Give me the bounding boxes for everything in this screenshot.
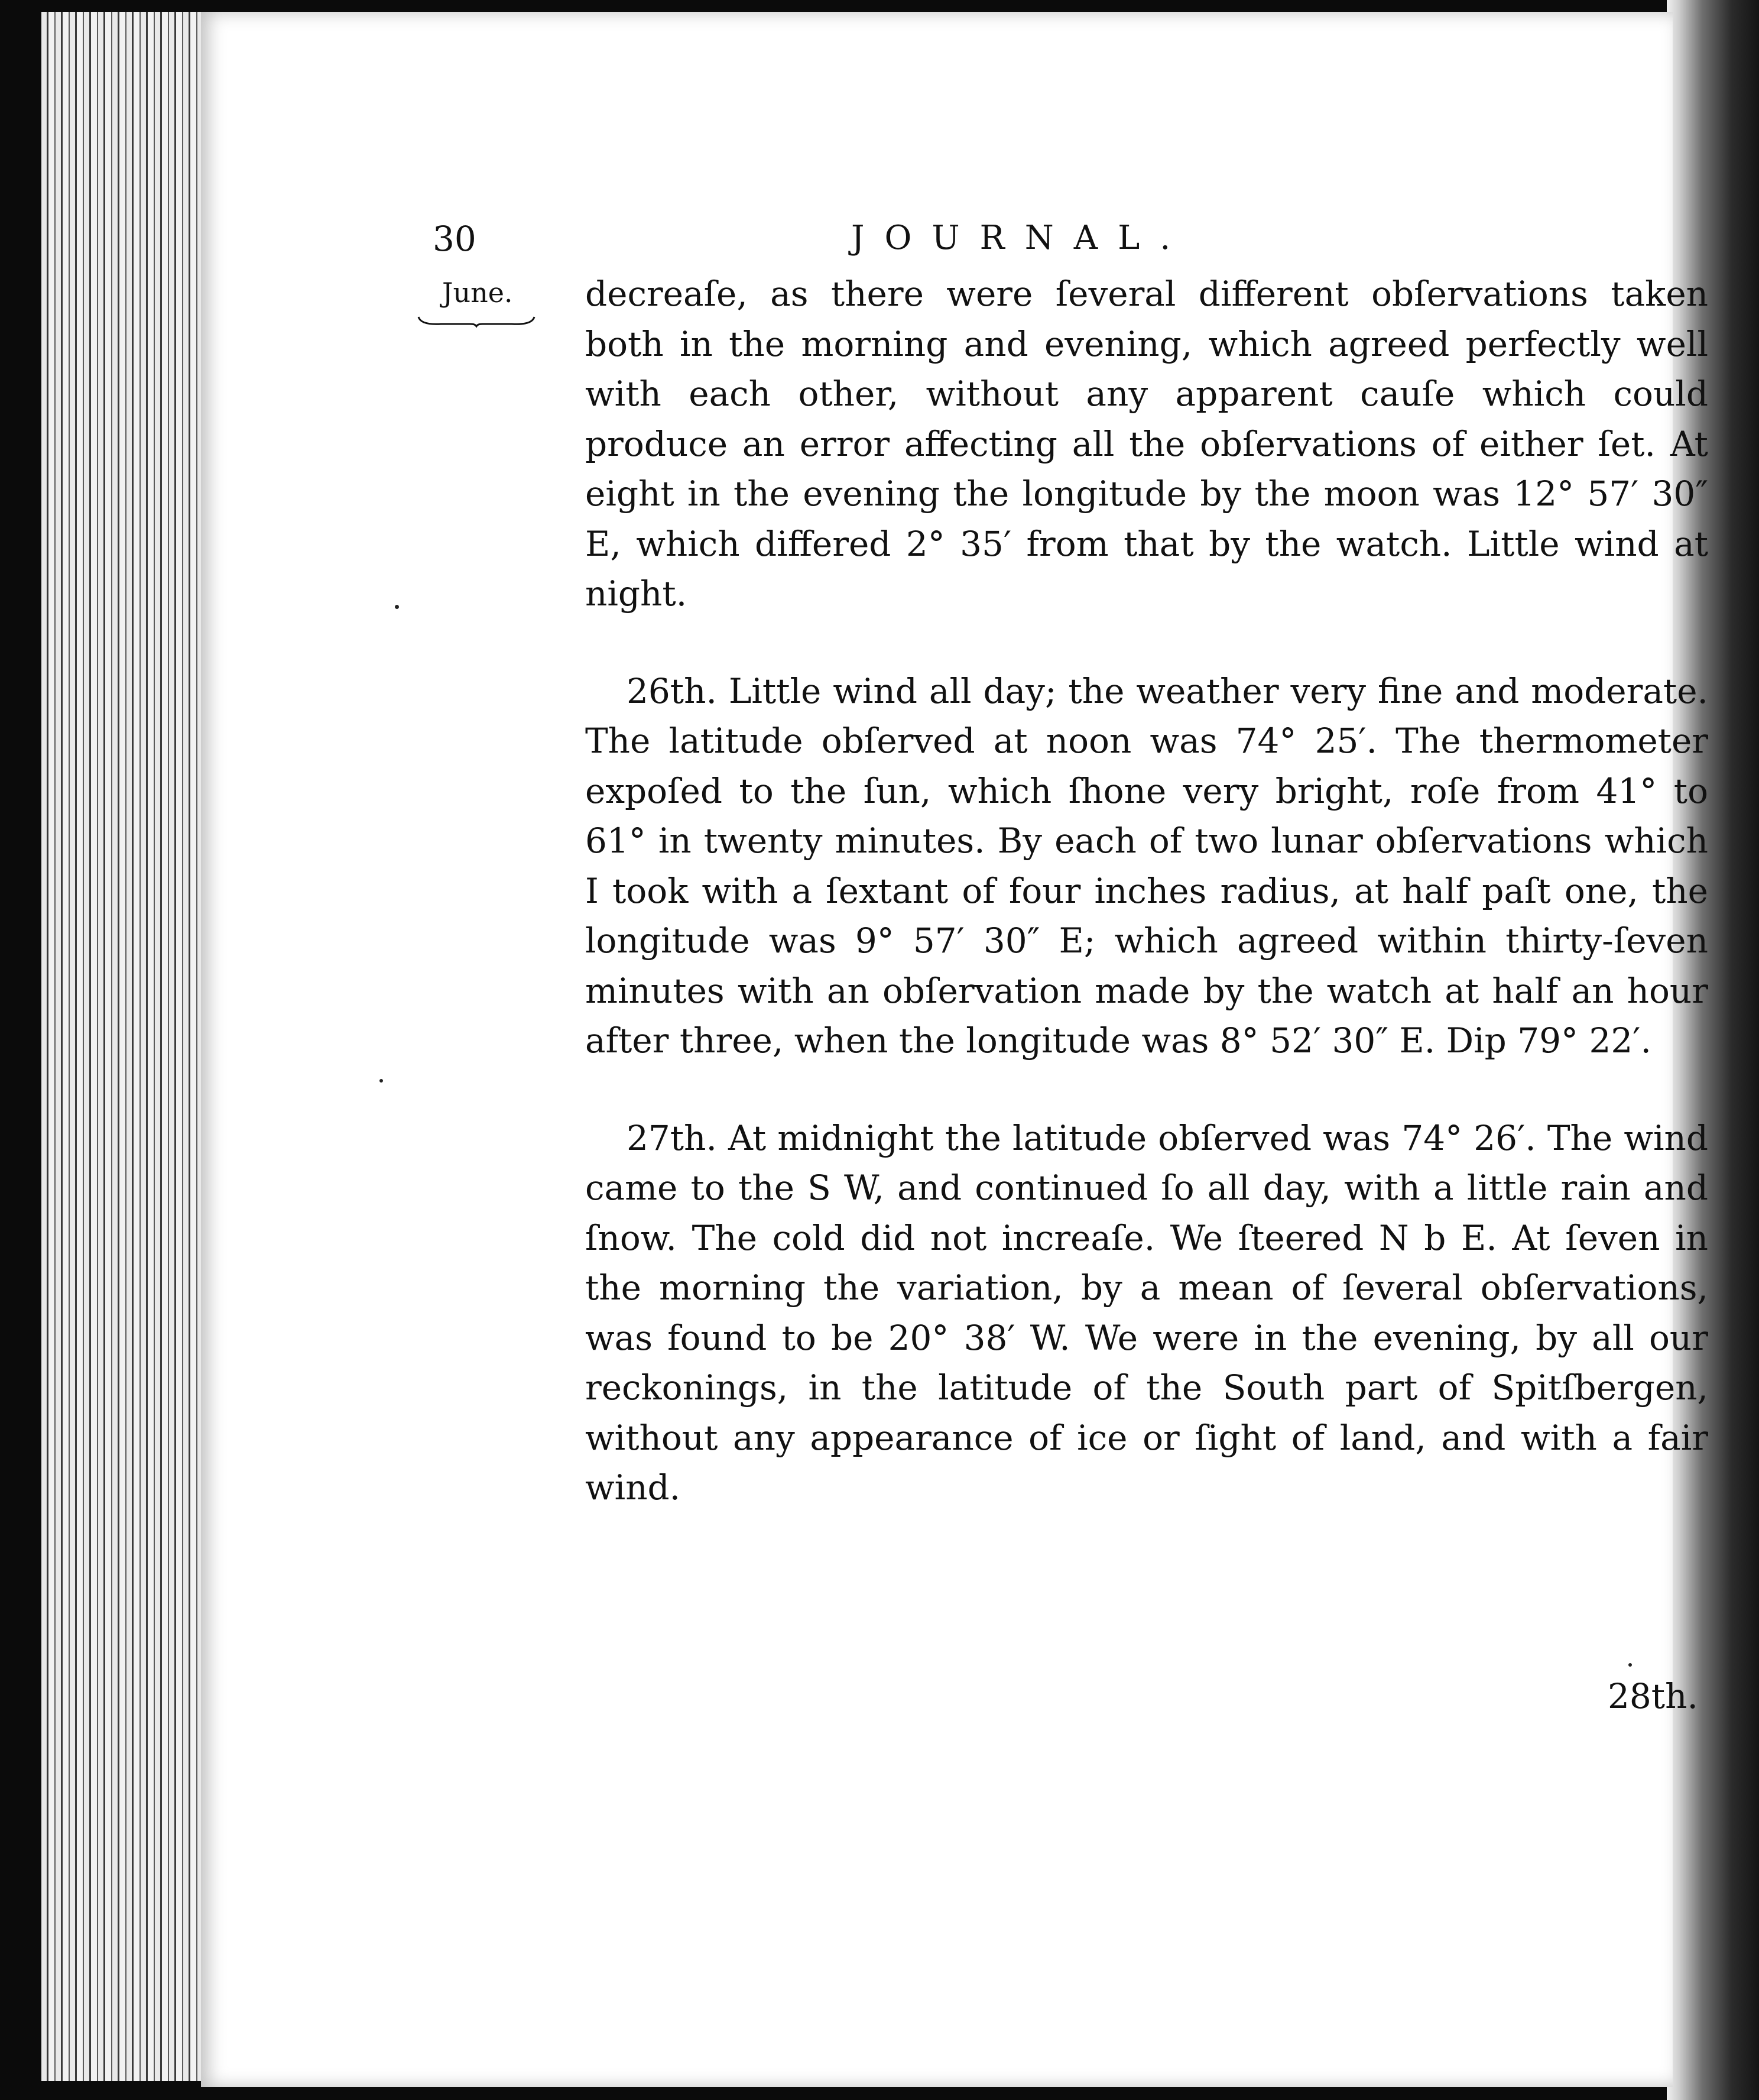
catchword: 28th. [1608,1676,1698,1716]
book-page [201,12,1708,2087]
margin-brace-mark [417,315,536,328]
paragraph-26th: 26th. Little wind all day; the weather very fine and moderate. The latitude obſerved at noon was 74° 25′. The thermometer expoſed to the ſun, which ſhone very bright, roſe from 41° to 61° in twenty minutes. By each of two lunar obſervations which I took with a ſextant of four inches radius, at half paſt one, the longitude was 9° 57′ 30″ E; which agreed within thirty-ſeven minutes with an obſervation made by the watch at half an hour after three, when the longitude was 8° 52′ 30″ E. Dip 79° 22′. [585,670,1708,1061]
paragraph-27th: 27th. At midnight the latitude obſerved was 74° 26′. The wind came to the S W, and continued ſo all day, with a little rain and ſnow. The cold did not increaſe. We ſteered N b E. At ſeven in the morning the variation, by a mean of ſeveral obſervations, was found to be 20° 38′ W. We were in the evening, by all our reckonings, in the latitude of the South part of Spitſbergen, without any appearance of ice or ſight of land, and with a fair wind. [585,1117,1708,1508]
book-page-edges [41,12,219,2081]
page-number: 30 [433,219,476,259]
page-header [201,219,1673,272]
paragraph-continuation: decreaſe, as there were ſeveral different obſervations taken both in the morning and evening, which agreed perfectly well with each other, without any apparent cauſe which could produce an error affecting all the obſervations of either ſet. At eight in the evening the longitude by the moon was 12° 57′ 30″ E, which differed 2° 35′ from that by the watch. Little wind at night. [585,274,1708,614]
ink-speck [395,605,399,609]
margin-month-note: June. [442,277,513,309]
ink-speck [1628,1663,1632,1667]
body-text [585,269,1708,1560]
running-head: JOURNAL. [851,219,1191,257]
ink-speck [379,1079,383,1083]
